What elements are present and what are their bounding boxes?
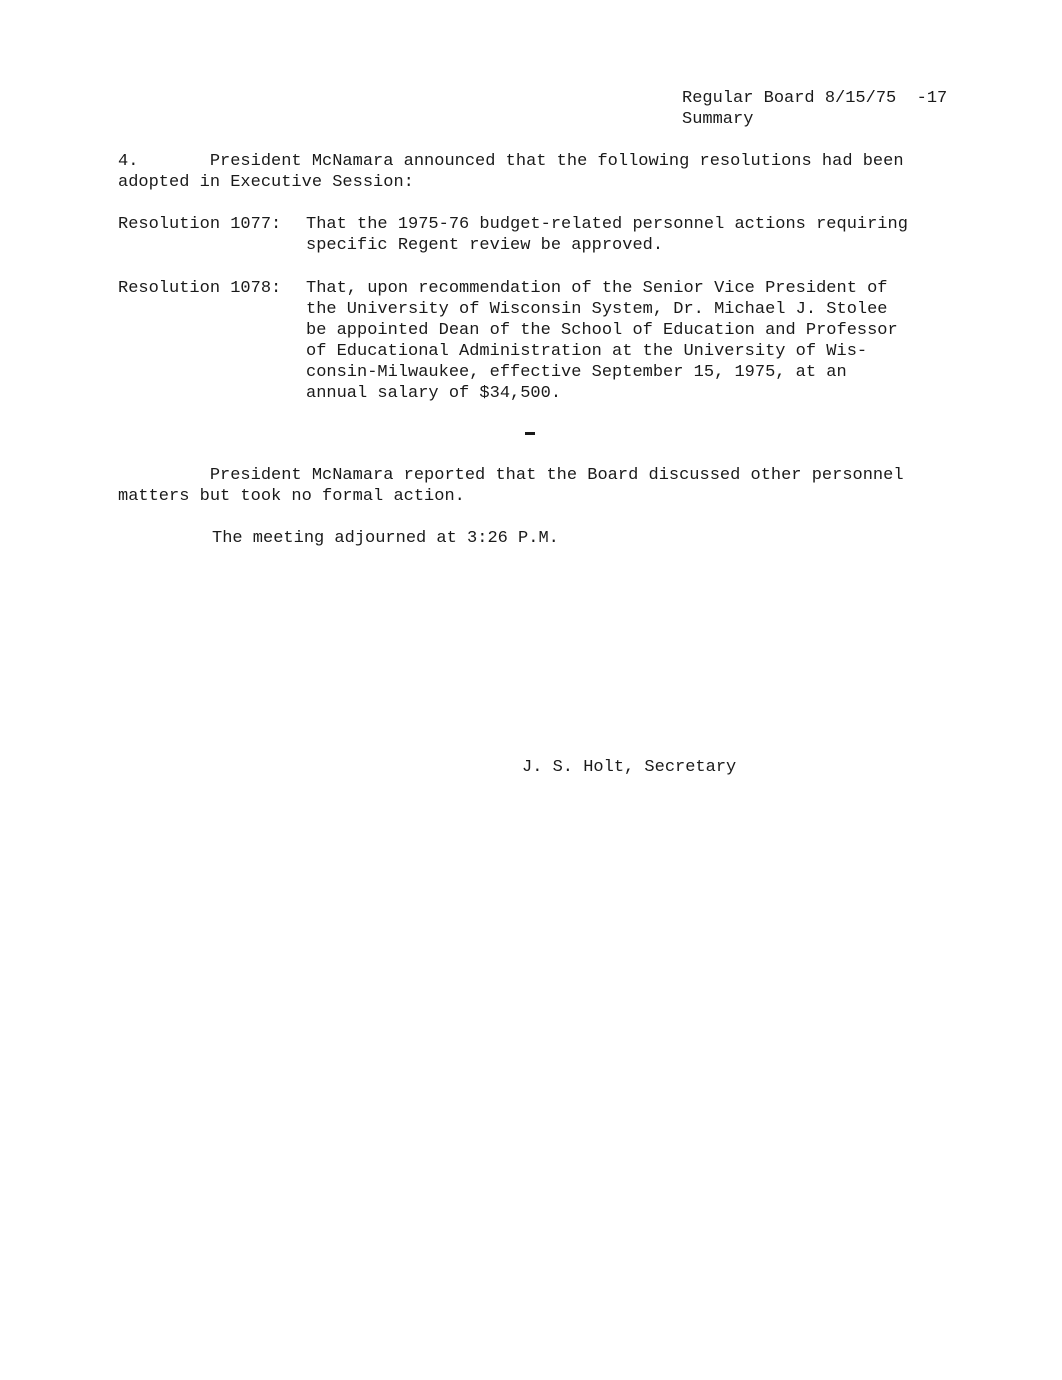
item-4-line-2: adopted in Executive Session:: [118, 173, 414, 192]
resolution-1078-label: Resolution 1078:: [118, 279, 282, 298]
page-header-title: Regular Board 8/15/75 -17: [682, 89, 948, 108]
resolution-1077-label: Resolution 1077:: [118, 215, 282, 234]
page-header-subtitle: Summary: [682, 110, 754, 129]
resolution-1078-text-line: of Educational Administration at the University of Wis-: [306, 342, 868, 361]
resolution-1078-text-line: the University of Wisconsin System, Dr. Michael J. Stolee: [306, 300, 888, 319]
section-divider-dash: [525, 432, 535, 435]
adjournment-text: The meeting adjourned at 3:26 P.M.: [212, 529, 559, 548]
resolution-1077-text-line: That the 1975-76 budget-related personnel actions requiring: [306, 215, 908, 234]
resolution-1078-text-line: be appointed Dean of the School of Education and Professor: [306, 321, 898, 340]
resolution-1078-text-line: annual salary of $34,500.: [306, 384, 562, 403]
secretary-signature: J. S. Holt, Secretary: [522, 758, 737, 777]
report-line-2: matters but took no formal action.: [118, 487, 465, 506]
report-line-1: President McNamara reported that the Board discussed other personnel: [118, 466, 904, 485]
resolution-1078-text-line: consin-Milwaukee, effective September 15, 1975, at an: [306, 363, 847, 382]
item-4-line-1: 4. President McNamara announced that the following resolutions had been: [118, 152, 904, 171]
resolution-1078-text-line: That, upon recommendation of the Senior Vice President of: [306, 279, 888, 298]
resolution-1077-text-line: specific Regent review be approved.: [306, 236, 664, 255]
